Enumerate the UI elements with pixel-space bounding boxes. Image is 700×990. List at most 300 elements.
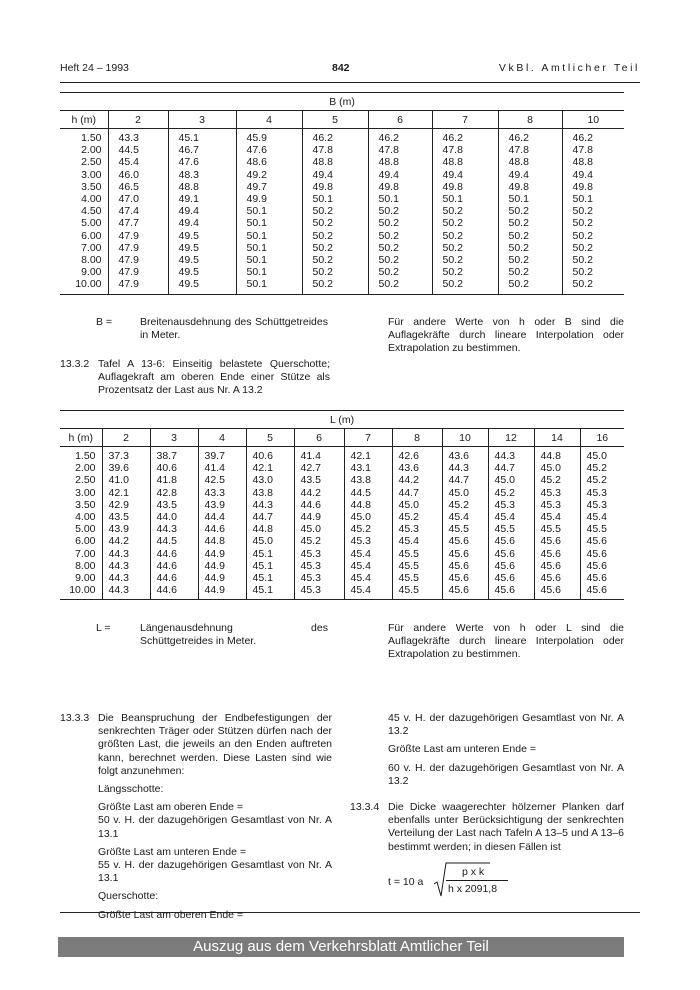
legend-definition: Breitenausdehnung des Schüttgetreides in Meter. [140,316,328,342]
value-cell: 45.6 [488,560,534,572]
value-cell: 46.2 [572,132,593,144]
value-cell: 45.6 [488,584,534,600]
value-cell: 44.3 [102,560,150,572]
row-header-cell: 2.50 [60,156,108,168]
value-cell: 44.9 [198,572,246,584]
value-cell: 45.2 [392,511,442,523]
value-cell: 45.0 [534,462,580,474]
value-cell: 44.7 [488,462,534,474]
value-cell: 50.1 [236,242,302,254]
table-row [60,560,624,572]
column-header: 10 [562,111,624,129]
value-cell: 44.3 [150,523,198,535]
value-cell: 41.8 [150,474,198,486]
value-cell: 45.3 [344,535,392,547]
value-cell: 45.5 [442,523,488,535]
value-cell: 47.9 [108,278,168,294]
value-cell: 44.3 [488,447,534,463]
value-cell: 44.5 [108,144,168,156]
section-13-3-3 [60,712,332,922]
value-cell: 47.9 [108,230,168,242]
value-cell: 50.2 [302,254,368,266]
value-cell: 38.7 [150,447,198,463]
table-row [60,193,624,205]
value-cell: 50.2 [302,217,368,229]
value-cell: 41.0 [102,474,150,486]
issue-label: Heft 24 – 1993 [60,62,129,74]
value-cell: 42.7 [294,462,344,474]
value-cell: 44.6 [150,572,198,584]
value-cell: 45.3 [586,498,607,511]
value-cell: 43.9 [102,523,150,535]
value-cell: 45.6 [534,572,580,584]
value-cell: 45.6 [534,548,580,560]
table-row [60,181,624,193]
value-cell: 45.6 [442,584,488,600]
value-cell: 45.4 [344,560,392,572]
value-cell: 49.4 [302,169,368,181]
formula-denominator: h x 2091,8 [448,883,498,895]
transverse-bottom-value: 60 v. H. der dazugehörigen Gesamtlast von Nr. A 13.2 [388,761,624,787]
table-row [60,584,624,600]
value-cell: 49.5 [168,230,236,242]
value-cell: 48.8 [572,156,593,169]
value-cell: 46.7 [168,144,236,156]
table-row [60,572,624,584]
footer-banner: Auszug aus dem Verkehrsblatt Amtlicher Teil [58,937,624,957]
section-text: Tafel A 13-6: Einseitig belastete Querschotte; Auflagekraft am oberen Ende einer Stütze als Prozentsatz der Last aus Nr. A 13.2 [98,358,330,397]
value-cell: 45.3 [534,499,580,511]
value-cell: 46.2 [498,129,562,145]
value-cell: 50.1 [236,230,302,242]
value-cell: 45.1 [246,584,294,600]
value-cell: 50.1 [236,205,302,217]
value-cell: 49.5 [168,254,236,266]
value-cell: 50.1 [236,278,302,294]
value-cell: 44.6 [294,499,344,511]
value-cell: 45.4 [488,511,534,523]
table-row [60,254,624,266]
value-cell: 45.5 [534,523,580,535]
value-cell: 47.6 [168,156,236,168]
value-cell: 47.9 [108,242,168,254]
longitudinal-bottom-label: Größte Last am unteren Ende = [98,845,246,858]
section-13-3-3-continued [388,712,624,788]
value-cell: 42.1 [246,462,294,474]
row-header-cell: 9.00 [60,266,108,278]
section-13-3-4 [350,801,624,854]
row-header-cell: 8.00 [60,254,108,266]
value-cell: 44.6 [150,548,198,560]
value-cell: 45.4 [108,156,168,168]
value-cell: 50.2 [368,254,432,266]
value-cell: 45.2 [344,523,392,535]
value-cell: 50.2 [572,266,593,279]
value-cell: 41.4 [294,447,344,463]
value-cell: 44.9 [294,511,344,523]
value-cell: 45.0 [294,523,344,535]
value-cell: 48.8 [302,156,368,168]
value-cell: 50.2 [498,205,562,217]
column-header: 12 [488,429,534,447]
page-header [60,62,640,78]
value-cell: 49.4 [572,168,593,181]
value-cell: 45.6 [488,548,534,560]
column-header-h: h (m) [60,429,102,447]
table-row [60,462,624,474]
value-cell: 50.1 [236,254,302,266]
value-cell: 45.2 [488,487,534,499]
value-cell: 50.2 [572,217,593,230]
value-cell: 49.5 [168,278,236,294]
value-cell: 45.4 [392,535,442,547]
value-cell: 43.5 [102,511,150,523]
value-cell: 46.2 [302,129,368,145]
transverse-bottom-label: Größte Last am unteren Ende = [388,743,536,756]
value-cell: 45.2 [442,499,488,511]
value-cell: 49.8 [432,181,498,193]
value-cell: 45.6 [442,572,488,584]
legend-symbol: L = [96,622,111,634]
value-cell: 49.5 [168,242,236,254]
value-cell: 48.8 [498,156,562,168]
value-cell: 50.2 [432,205,498,217]
value-cell: 45.6 [586,535,607,548]
value-cell: 45.2 [586,462,607,475]
value-cell: 47.9 [108,266,168,278]
value-cell: 45.6 [586,572,607,585]
value-cell: 45.6 [580,584,624,600]
value-cell: 44.9 [198,548,246,560]
value-cell: 45.0 [586,450,607,462]
column-header: 2 [108,111,168,129]
value-cell: 42.6 [392,447,442,463]
value-cell: 49.7 [236,181,302,193]
value-cell: 45.3 [294,584,344,600]
row-header-cell: 5.00 [60,217,108,229]
value-cell: 45.3 [488,499,534,511]
value-cell: 49.8 [498,181,562,193]
value-cell: 50.2 [302,266,368,278]
value-cell: 44.8 [344,499,392,511]
value-cell: 45.2 [586,474,607,487]
formula-lhs: t = 10 a [388,876,424,888]
value-cell: 49.4 [168,217,236,229]
value-cell: 45.2 [534,474,580,486]
value-cell: 43.5 [294,474,344,486]
value-cell: 50.2 [368,242,432,254]
legend-l [96,622,328,648]
value-cell: 45.6 [586,547,607,560]
value-cell: 50.2 [572,229,593,242]
row-header-cell: 3.50 [60,181,108,193]
value-cell: 45.4 [344,584,392,600]
value-cell: 43.3 [198,487,246,499]
value-cell: 50.2 [498,266,562,278]
value-cell: 46.0 [108,169,168,181]
column-header: 8 [392,429,442,447]
section-number: 13.3.4 [350,801,380,813]
value-cell: 43.6 [392,462,442,474]
value-cell: 48.8 [368,156,432,168]
value-cell: 50.2 [572,205,593,218]
value-cell: 50.2 [432,278,498,294]
table-length [60,410,624,600]
value-cell: 50.2 [368,205,432,217]
transverse-top-label: Größte Last am oberen Ende = [98,908,244,921]
value-cell: 48.8 [432,156,498,168]
value-cell: 46.2 [432,129,498,145]
table-row [60,548,624,560]
value-cell: 49.4 [168,205,236,217]
value-cell: 49.8 [368,181,432,193]
value-cell: 45.3 [294,560,344,572]
value-cell: 50.1 [432,193,498,205]
value-cell: 45.4 [344,572,392,584]
value-cell: 42.8 [150,487,198,499]
value-cell: 50.2 [302,242,368,254]
value-cell: 44.3 [246,499,294,511]
row-header-cell: 9.00 [60,572,102,584]
value-cell: 44.6 [150,560,198,572]
value-cell: 42.1 [102,487,150,499]
transverse-top-value: 45 v. H. der dazugehörigen Gesamtlast von Nr. A 13.2 [388,712,624,738]
value-cell: 45.6 [442,535,488,547]
table-breadth [60,92,624,295]
section-number: 13.3.2 [60,358,90,370]
value-cell: 45.6 [442,548,488,560]
column-header: 4 [198,429,246,447]
value-cell: 50.2 [432,217,498,229]
row-header-cell: 4.00 [60,193,108,205]
value-cell: 45.6 [534,584,580,600]
row-header-cell: 3.00 [60,169,108,181]
value-cell: 45.1 [246,560,294,572]
row-header-cell: 10.00 [60,278,108,294]
column-header: 2 [102,429,150,447]
formula-numerator: p x k [462,866,485,878]
value-cell: 50.2 [498,217,562,229]
value-cell: 47.0 [108,193,168,205]
table-row [60,266,624,278]
column-header: 5 [302,111,368,129]
value-cell: 44.3 [442,462,488,474]
row-header-cell: 6.00 [60,535,102,547]
value-cell: 45.6 [534,535,580,547]
row-header-cell: 4.00 [60,511,102,523]
column-header: 6 [294,429,344,447]
column-header: 16 [580,429,624,447]
column-header: 4 [236,111,302,129]
interpolation-note: Für andere Werte von h oder L sind die Auflagekräfte durch lineare Interpolation oder Extrapolation zu bestimmen. [388,622,624,661]
value-cell: 48.6 [236,156,302,168]
value-cell: 44.5 [344,487,392,499]
table-row [60,217,624,229]
value-cell: 50.2 [572,241,593,254]
value-cell: 44.7 [442,474,488,486]
value-cell: 50.2 [302,278,368,294]
value-cell: 44.7 [246,511,294,523]
value-cell: 45.3 [294,572,344,584]
value-cell: 45.0 [488,474,534,486]
value-cell: 43.5 [150,499,198,511]
publication-title: VkBl. Amtlicher Teil [498,62,640,74]
value-cell: 47.9 [108,254,168,266]
row-header-cell: 4.50 [60,205,108,217]
table-row [60,447,624,463]
footer-rule [60,912,640,913]
value-cell: 44.2 [102,535,150,547]
value-cell: 49.4 [432,169,498,181]
table-row [60,474,624,486]
value-cell: 47.8 [432,144,498,156]
value-cell: 50.1 [236,217,302,229]
value-cell: 50.2 [368,230,432,242]
value-cell: 39.6 [102,462,150,474]
value-cell: 47.4 [108,205,168,217]
table-span-label: L (m) [60,411,624,429]
value-cell: 44.8 [534,447,580,463]
value-cell: 47.8 [368,144,432,156]
value-cell: 45.0 [442,487,488,499]
row-header-cell: 2.00 [60,462,102,474]
value-cell: 50.2 [572,254,593,267]
value-cell: 50.2 [368,266,432,278]
value-cell: 43.1 [344,462,392,474]
value-cell: 45.4 [586,511,607,524]
value-cell: 45.5 [392,560,442,572]
column-header: 8 [498,111,562,129]
value-cell: 45.6 [534,560,580,572]
row-header-cell: 2.50 [60,474,102,486]
value-cell: 45.6 [442,560,488,572]
value-cell: 47.6 [236,144,302,156]
value-cell: 50.2 [432,242,498,254]
row-header-cell: 2.00 [60,144,108,156]
page-number: 842 [332,62,350,74]
value-cell: 44.3 [102,584,150,600]
value-cell: 44.3 [102,548,150,560]
table-row [60,535,624,547]
transverse-heading: Querschotte: [98,890,159,903]
table-row [60,144,624,156]
table-row [60,523,624,535]
fraction-bar [446,880,508,881]
value-cell: 45.3 [392,523,442,535]
value-cell: 45.4 [442,511,488,523]
column-header: 14 [534,429,580,447]
value-cell: 50.2 [498,242,562,254]
value-cell: 50.2 [432,230,498,242]
row-header-cell: 7.00 [60,548,102,560]
value-cell: 44.8 [198,535,246,547]
longitudinal-bottom-value: 55 v. H. der dazugehörigen Gesamtlast von Nr. A 13.1 [98,859,332,885]
value-cell: 45.5 [586,523,607,536]
section-text: Die Dicke waagerechter hölzerner Planken darf ebenfalls unter Berücksichtigung der senkrechten Verteilung der Last nach Tafeln A 13–5 und A 13–6 bestimmt werden; in diesen Fällen ist [388,801,624,853]
section-intro: Die Beanspruchung der Endbefestigungen der senkrechten Träger oder Stützen dürfen nach der größten Last, die jeweils an den Enden auftreten kann, berechnet werden. Diese Lasten sind wie folgt anzunehmen: [98,712,332,777]
value-cell: 49.5 [168,266,236,278]
value-cell: 49.8 [572,180,593,193]
table-row [60,242,624,254]
value-cell: 50.1 [302,193,368,205]
value-cell: 44.9 [198,560,246,572]
value-cell: 50.2 [498,230,562,242]
section-13-3-2 [60,358,330,398]
value-cell: 45.6 [488,572,534,584]
value-cell: 43.9 [198,499,246,511]
longitudinal-top-value: 50 v. H. der dazugehörigen Gesamtlast von Nr. A 13.1 [98,814,332,840]
section-number: 13.3.3 [60,712,90,724]
table-row [60,511,624,523]
value-cell: 45.2 [294,535,344,547]
value-cell: 46.2 [368,129,432,145]
row-header-cell: 1.50 [60,129,108,145]
value-cell: 43.0 [246,474,294,486]
value-cell: 45.9 [236,129,302,145]
value-cell: 39.7 [198,447,246,463]
value-cell: 50.1 [236,266,302,278]
table-row [60,205,624,217]
value-cell: 44.2 [392,474,442,486]
value-cell: 43.6 [442,447,488,463]
value-cell: 50.2 [562,278,624,294]
longitudinal-heading: Längsschotte: [98,783,164,796]
value-cell: 43.8 [246,487,294,499]
value-cell: 42.9 [102,499,150,511]
value-cell: 47.8 [498,144,562,156]
value-cell: 45.1 [168,129,236,145]
legend-symbol: B = [96,316,113,328]
value-cell: 44.3 [102,572,150,584]
table-row [60,278,624,294]
value-cell: 45.1 [246,548,294,560]
value-cell: 45.4 [344,548,392,560]
value-cell: 45.4 [534,511,580,523]
value-cell: 43.8 [344,474,392,486]
column-header-h: h (m) [60,111,108,129]
value-cell: 47.7 [108,217,168,229]
value-cell: 49.1 [168,193,236,205]
value-cell: 44.2 [294,487,344,499]
value-cell: 41.4 [198,462,246,474]
value-cell: 44.8 [246,523,294,535]
legend-b [96,316,328,342]
value-cell: 43.3 [108,129,168,145]
row-header-cell: 8.00 [60,560,102,572]
value-cell: 50.2 [368,217,432,229]
header-rule [60,82,640,83]
value-cell: 44.5 [150,535,198,547]
row-header-cell: 6.00 [60,230,108,242]
value-cell: 44.4 [198,511,246,523]
value-cell: 45.5 [392,584,442,600]
value-cell: 50.1 [368,193,432,205]
value-cell: 50.2 [368,278,432,294]
table-row [60,169,624,181]
value-cell: 49.8 [302,181,368,193]
row-header-cell: 3.00 [60,487,102,499]
value-cell: 50.1 [572,193,593,206]
value-cell: 47.8 [572,144,593,157]
value-cell: 49.2 [236,169,302,181]
value-cell: 44.6 [150,584,198,600]
table-row [60,129,624,145]
table-row [60,230,624,242]
value-cell: 45.6 [586,559,607,572]
value-cell: 49.4 [368,169,432,181]
row-header-cell: 7.00 [60,242,108,254]
value-cell: 50.2 [302,205,368,217]
